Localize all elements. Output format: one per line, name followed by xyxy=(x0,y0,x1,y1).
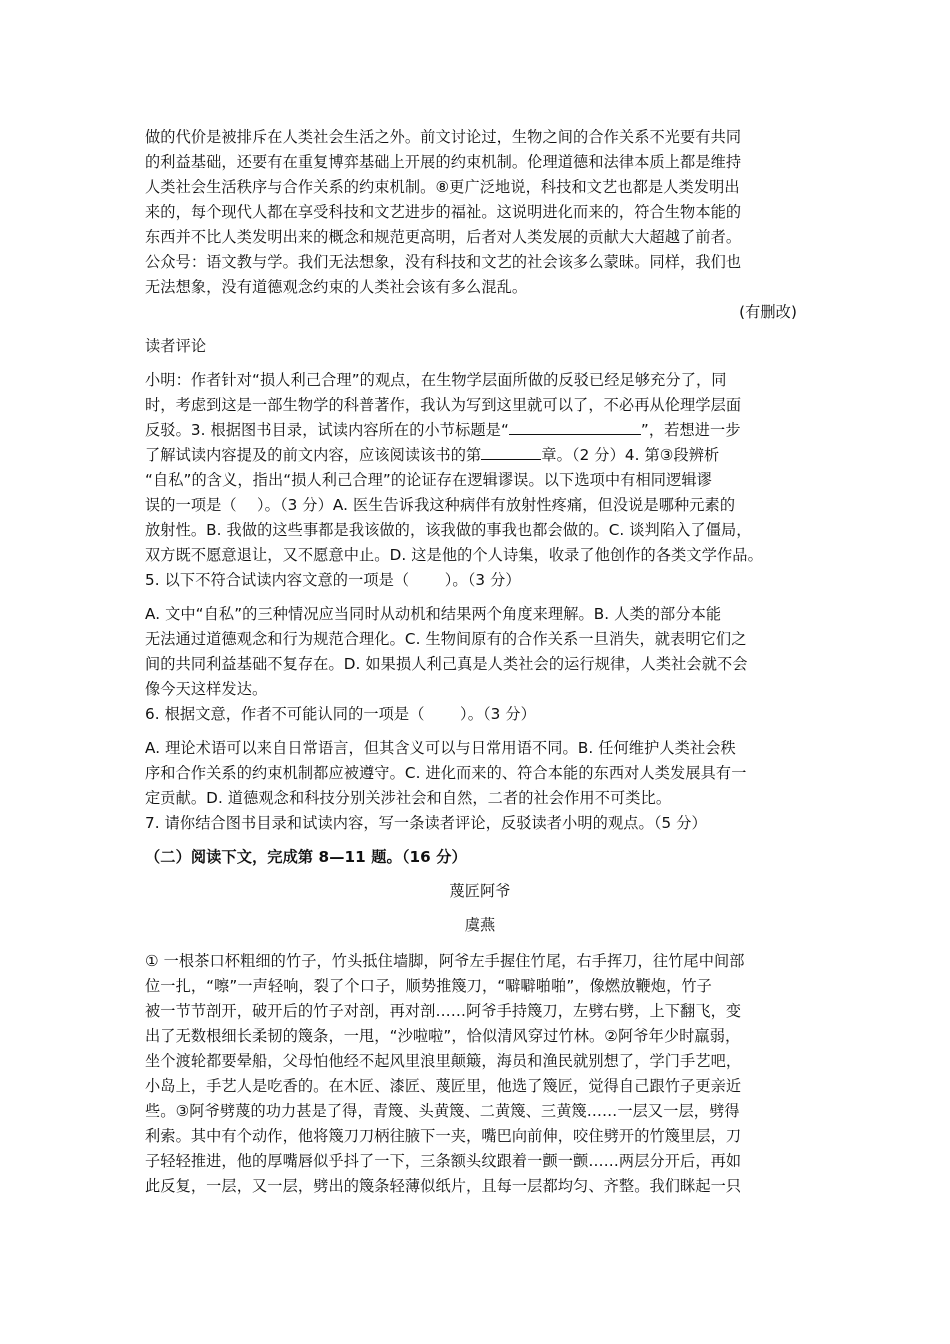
article-title: 蔑匠阿爷 xyxy=(449,882,511,900)
excerpt-paragraph xyxy=(145,125,815,300)
text-line: 位一扎，“嚓”一声轻响，裂了个口子，顺势推篾刀，“噼噼啪啪”，像燃放鞭炮，竹子 xyxy=(145,977,712,995)
section-2-heading: （二）阅读下文，完成第 8—11 题。（16 分） xyxy=(145,848,467,866)
question-4-5-text xyxy=(145,468,815,593)
article-author: 虞燕 xyxy=(464,916,496,934)
text-line: 小岛上，手艺人是吃香的。在木匠、漆匠、蔑匠里，他选了篾匠，觉得自己跟竹子更亲近 xyxy=(145,1077,742,1095)
text-line: A. 文中“自私”的三种情况应当同时从动机和结果两个角度来理解。B. 人类的部分本能 xyxy=(145,605,722,623)
text-line: 小明：作者针对“损人利己合理”的观点，在生物学层面所做的反驳已经足够充分了，同 xyxy=(145,371,727,389)
question-3-text: 反驳。3. 根据图书目录，试读内容所在的小节标题是“ xyxy=(145,421,509,439)
question-4-start: 章。（2 分）4. 第③段辨析 xyxy=(541,446,720,464)
reader-comment-heading: 读者评论 xyxy=(145,337,207,355)
article-body xyxy=(145,949,815,1199)
text-line: 利索。其中有个动作，他将篾刀刀柄往腋下一夹，嘴巴向前伸，咬住劈开的竹篾里层，刀 xyxy=(145,1127,742,1145)
text-line: 放射性。B. 我做的这些事都是我该做的，该我做的事我也都会做的。C. 谈判陷入了僵局， xyxy=(145,521,752,539)
text-line: ① 一根茶口杯粗细的竹子，竹头抵住墙脚，阿爷左手握住竹尾，右手挥刀，往竹尾中间部 xyxy=(145,952,745,970)
text-line: 东西并不比人类发明出来的概念和规范更高明，后者对人类发展的贡献大大超越了前者。 xyxy=(145,228,742,246)
text-line: 时，考虑到这是一部生物学的科普著作，我认为写到这里就可以了，不必再从伦理学层面 xyxy=(145,396,742,414)
question-5-options xyxy=(145,602,815,727)
document-page xyxy=(145,125,815,1199)
text-line: 出了无数根细长柔韧的篾条，一甩，“沙啦啦”，恰似清风穿过竹林。②阿爷年少时羸弱， xyxy=(145,1027,741,1045)
text-line: 的利益基础，还要有在重复博弈基础上开展的约束机制。伦理道德和法律本质上都是维持 xyxy=(145,153,742,171)
question-3-text-b: ”，若想进一步 xyxy=(640,421,741,439)
text-line: 双方既不愿意退让，又不愿意中止。D. 这是他的个人诗集，收录了他创作的各类文学作品。 xyxy=(145,546,763,564)
text-line: 人类社会生活秩序与合作关系的约束机制。⑧更广泛地说，科技和文艺也都是人类发明出 xyxy=(145,178,740,196)
text-line: 坐个渡轮都要晕船，父母怕他经不起风里浪里颠簸，海员和渔民就别想了，学门手艺吧， xyxy=(145,1052,742,1070)
question-6-options xyxy=(145,736,815,836)
text-line: 序和合作关系的约束机制都应被遵守。C. 进化而来的、符合本能的东西对人类发展具有一 xyxy=(145,764,747,782)
text-line: 无法想象，没有道德观念约束的人类社会该有多么混乱。 xyxy=(145,278,528,296)
text-line: 间的共同利益基础不复存在。D. 如果损人利己真是人类社会的运行规律，人类社会就不会 xyxy=(145,655,748,673)
text-line: 像今天这样发达。 xyxy=(145,680,268,698)
text-line: 被一节节剖开，破开后的竹子对剖，再对剖……阿爷手持篾刀，左劈右劈，上下翻飞，变 xyxy=(145,1002,742,1020)
answer-blank-title[interactable] xyxy=(509,418,641,435)
text-line: 无法通过道德观念和行为规范合理化。C. 生物间原有的合作关系一旦消失，就表明它们之 xyxy=(145,630,747,648)
text-line: 公众号：语文教与学。我们无法想象，没有科技和文艺的社会该多么蒙昧。同样，我们也 xyxy=(145,253,742,271)
text-line: 来的，每个现代人都在享受科技和文艺进步的福祉。这说明进化而来的，符合生物本能的 xyxy=(145,203,742,221)
question-3-line-2 xyxy=(145,443,815,468)
question-3-line xyxy=(145,418,815,443)
text-line: A. 理论术语可以来自日常语言，但其含义可以与日常用语不同。B. 任何维护人类社会秩 xyxy=(145,739,736,757)
text-line: 6. 根据文意，作者不可能认同的一项是（ ）。（3 分） xyxy=(145,705,536,723)
answer-blank-chapter[interactable] xyxy=(481,443,541,460)
text-line: 些。③阿爷劈蔑的功力甚是了得，青篾、头黄篾、二黄篾、三黄篾……一层又一层，劈得 xyxy=(145,1102,740,1120)
edit-note: (有删改) xyxy=(739,303,797,321)
text-line: 误的一项是（ ）。（3 分）A. 医生告诉我这种病伴有放射性疼痛，但没说是哪种元素的 xyxy=(145,496,736,514)
reader-comment-paragraph xyxy=(145,368,815,418)
text-line: 定贡献。D. 道德观念和科技分别关涉社会和自然，二者的社会作用不可类比。 xyxy=(145,789,672,807)
text-line: 子轻轻推进，他的厚嘴唇似乎抖了一下，三条额头纹跟着一颤一颤……两层分开后，再如 xyxy=(145,1152,742,1170)
text-line: 5. 以下不符合试读内容文意的一项是（ ）。（3 分） xyxy=(145,571,521,589)
text-line: 此反复，一层，又一层，劈出的篾条轻薄似纸片，且每一层都均匀、齐整。我们眯起一只 xyxy=(145,1177,742,1195)
text-line: 7. 请你结合图书目录和试读内容，写一条读者评论，反驳读者小明的观点。（5 分） xyxy=(145,814,707,832)
text-line: 做的代价是被排斥在人类社会生活之外。前文讨论过，生物之间的合作关系不光要有共同 xyxy=(145,128,742,146)
text-line: “自私”的含义，指出“损人利己合理”的论证存在逻辑谬误。以下选项中有相同逻辑谬 xyxy=(145,471,712,489)
question-3-text-c: 了解试读内容提及的前文内容，应该阅读该书的第 xyxy=(145,446,482,464)
